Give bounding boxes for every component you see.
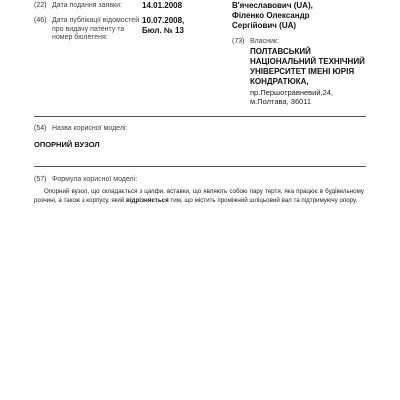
filing-date-value: 14.01.2008 xyxy=(142,1,183,10)
owner-name-line: КОНДРАТЮКА, xyxy=(250,77,309,86)
inventor-line: В'ячеславович (UA), xyxy=(232,1,313,10)
owner-name-line: ПОЛТАВСЬКИЙ xyxy=(250,47,311,56)
publication-label-line: номер бюлетеня: xyxy=(52,34,108,41)
bulletin-number: Бюл. № 13 xyxy=(142,26,184,35)
owner-label: Власник: xyxy=(250,38,279,45)
owner-code: (73) xyxy=(232,38,245,45)
publication-label-line: Дата публікації відомостей xyxy=(52,17,140,24)
abstract-code: (57) xyxy=(34,176,47,183)
publication-code: (46) xyxy=(34,17,47,24)
title-label: Назва корисної моделі: xyxy=(52,125,128,132)
filing-date-label: Дата подання заявки: xyxy=(52,2,122,9)
publication-date: 10.07.2008, xyxy=(142,16,185,25)
abstract-text-after: тим, що містить проміжний шліцьовий вал та підтримуючу опору. xyxy=(168,196,358,204)
publication-label-line: про видачу патенту та xyxy=(52,25,125,33)
publication-label xyxy=(52,17,139,43)
section-divider xyxy=(34,116,366,117)
inventor-line: Сергійович (UA) xyxy=(232,21,297,30)
abstract-label: Формула корисної моделі: xyxy=(52,176,138,183)
owner-name-line: НАЦІОНАЛЬНИЙ ТЕХНІЧНИЙ xyxy=(250,57,365,66)
abstract-text-before: Опорний вузол, що складається з цапфи, вставки, що являють собою пару тертя, яка працює в будівельному розчині, а також з корпусу, який xyxy=(34,188,364,204)
owner-name xyxy=(250,47,365,87)
owner-address-line: пр.Першотравневий,24, xyxy=(250,88,334,97)
title-code: (54) xyxy=(34,125,47,132)
owner-address-line: м.Полтава, 36011 xyxy=(250,97,312,106)
inventor-line: Філенко Олександр xyxy=(232,11,310,20)
owner-address xyxy=(250,88,333,106)
utility-model-title: ОПОРНИЙ ВУЗОЛ xyxy=(34,140,100,149)
inventors-list xyxy=(232,1,313,31)
abstract-text-emphasis: відрізняється xyxy=(126,196,169,204)
filing-date-code: (22) xyxy=(34,2,47,9)
section-divider xyxy=(34,166,366,167)
owner-name-line: УНІВЕРСИТЕТ ІМЕНІ ЮРІЯ xyxy=(250,67,355,76)
abstract-text xyxy=(34,188,364,205)
publication-value xyxy=(142,16,184,36)
